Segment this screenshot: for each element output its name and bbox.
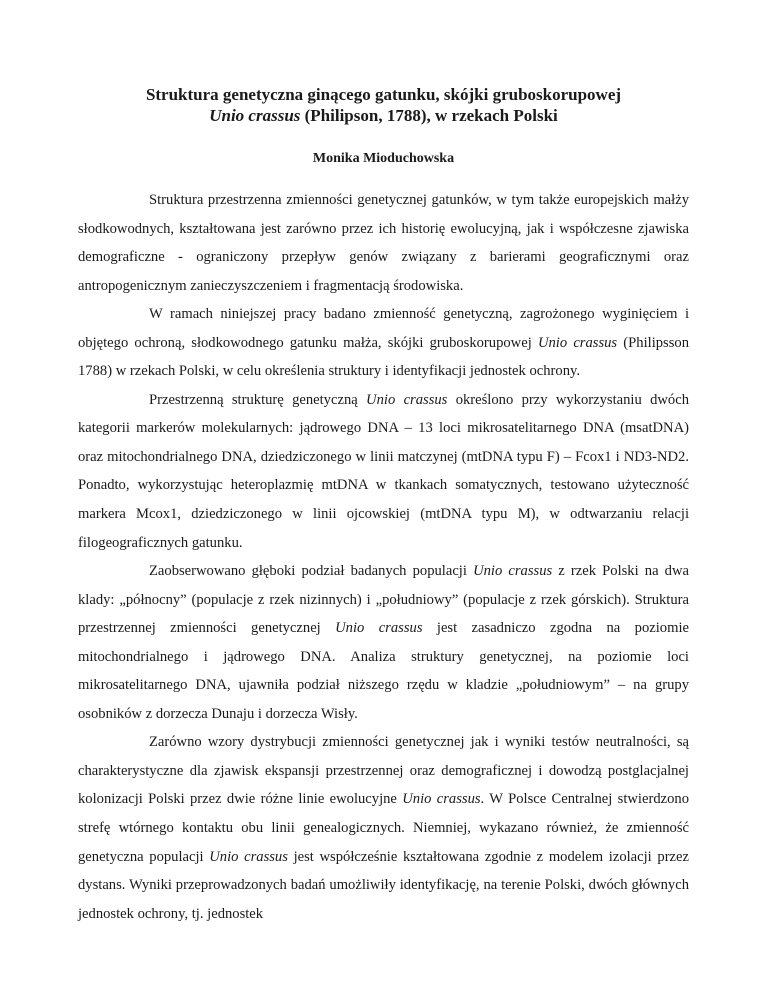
species-name: Unio crassus — [366, 391, 448, 408]
paragraph-text: Zaobserwowano głęboki podział badanych populacji — [149, 563, 474, 580]
paragraph-text: Przestrzenną strukturę genetyczną — [149, 391, 367, 408]
title-line-2 — [78, 105, 689, 126]
body-paragraph — [78, 300, 689, 386]
title-line-2-rest: (Philipson, 1788), w rzekach Polski — [300, 106, 558, 125]
paragraph-text: jest współcześnie kształtowana zgodnie z modelem izolacji przez dystans. Wyniki przeprowadzonych badań umożliwiły identyfikację, na terenie Polski, dwóch głównych jednostek ochrony, tj. jednostek — [78, 848, 689, 922]
species-name: Unio crassus — [537, 334, 618, 351]
paragraph-text: W ramach niniejszej pracy badano zmienność genetyczną, zagrożonego wyginięciem i objętego ochroną, słodkowodnego gatunku małża, skójki gruboskorupowej — [78, 306, 689, 351]
paragraph-text: . W Polsce Centralnej stwierdzono strefę wtórnego kontaktu obu linii genealogicznych. Niemniej, wykazano również, że zmienność genetyczna populacji — [78, 791, 689, 865]
document-body — [78, 186, 689, 928]
author-name: Monika Mioduchowska — [312, 151, 455, 166]
species-name: Unio crassus — [473, 563, 553, 580]
paragraph-text: określono przy wykorzystaniu dwóch kategorii markerów molekularnych: jądrowego DNA – 13 loci mikrosatelitarnego DNA (msatDNA) oraz mitochondrialnego DNA, dziedziczonego w linii matczynej (mtDNA typu F) – Fcox1 i ND3-ND2. Ponadto, wykorzystując heteroplazmię mtDNA w tkankach somatycznych, testowano użyteczność markera Mcox1, dziedziczonego w linii ojcowskiej (mtDNA typu M), w odtwarzaniu relacji filogeograficznych gatunku. — [78, 391, 689, 551]
species-name: Unio crassus — [335, 620, 423, 637]
paragraph-text: Zarówno wzory dystrybucji zmienności genetycznej jak i wyniki testów neutralności, są charakterystyczne dla zjawisk ekspansji przestrzennej oraz demograficznej i dowodzą postglacjalnej kolonizacji Polski przez dwie różne linie ewolucyjne — [78, 734, 689, 808]
title-line-1: Struktura genetyczna ginącego gatunku, skójki gruboskorupowej — [145, 85, 622, 104]
body-paragraph — [78, 557, 689, 728]
body-paragraph — [78, 186, 689, 300]
paragraph-text: z rzek Polski na dwa klady: „północny” (populacje z rzek nizinnych) i „południowy” (populacje z rzek górskich). Struktura przestrzennej zmienności genetycznej — [78, 563, 689, 637]
paragraph-text: (Philipsson 1788) w rzekach Polski, w celu określenia struktury i identyfikacji jednostek ochrony. — [78, 334, 689, 380]
document-title — [78, 84, 689, 126]
body-paragraph — [78, 386, 689, 557]
paragraph-text: jest zasadniczo zgodna na poziomie mitochondrialnego i jądrowego DNA. Analiza struktury genetycznej, na poziomie loci mikrosatelitarnego DNA, ujawniła podział niższego rzędu w kladzie „południowym” – na grupy osobników z dorzecza Dunaju i dorzecza Wisły. — [78, 620, 689, 722]
species-name: Unio crassus — [402, 791, 481, 808]
title-species-name: Unio crassus — [209, 106, 301, 125]
paragraph-text: Struktura przestrzenna zmienności genetycznej gatunków, w tym także europejskich małży słodkowodnych, kształtowana jest zarówno przez ich historię ewolucyjną, jak i współczesne zjawiska demograficzne - ograniczony przepływ genów związany z barierami geograficznymi oraz antropogenicznym zanieczyszczeniem i fragmentacją środowiska. — [78, 192, 689, 294]
body-paragraph — [78, 728, 689, 928]
document-page — [78, 0, 689, 928]
species-name: Unio crassus — [209, 848, 288, 865]
